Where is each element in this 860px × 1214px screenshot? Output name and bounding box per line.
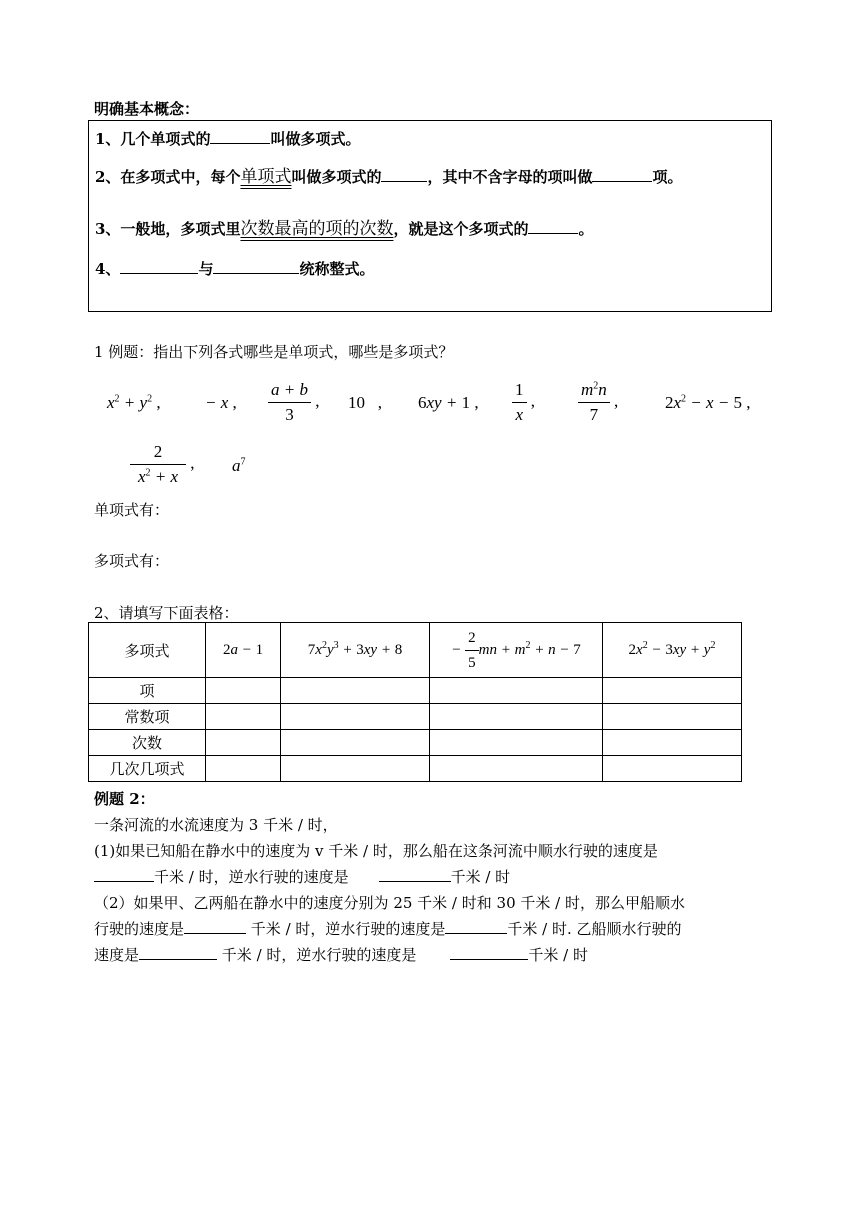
blank-boat-b-downstream[interactable] bbox=[139, 945, 217, 960]
table-cell[interactable] bbox=[430, 678, 603, 704]
concept-3-term: 次数最高的项的次数 bbox=[240, 219, 394, 239]
concept-1-blank[interactable] bbox=[210, 129, 270, 144]
expr-10: 10 , bbox=[348, 393, 382, 412]
example2-line-6-text-c: 千米 / 时 bbox=[528, 946, 588, 964]
table-cell[interactable] bbox=[206, 756, 281, 782]
poly-2x2-minus-3xy-plus-y2: $2x^2 - 3xy + y^2$ bbox=[603, 623, 742, 678]
poly-7x2y3-plus-3xy-plus-8: $7x^2y^3 + 3xy + 8$ bbox=[281, 623, 430, 678]
table-prompt: 2、请填写下面表格： bbox=[94, 604, 239, 622]
example2-line-3-text-b: 千米 / 时 bbox=[450, 868, 511, 886]
table-cell[interactable] bbox=[206, 704, 281, 730]
concept-2-text-d: 项。 bbox=[652, 168, 683, 186]
expr-2-over-x2-plus-x: $\frac{2}{x^2 + x}$ , bbox=[130, 442, 195, 487]
table-cell[interactable] bbox=[603, 730, 742, 756]
concept-4-text-b: 与 bbox=[198, 260, 214, 278]
table-header-polynomial: 多项式 bbox=[89, 623, 206, 678]
concept-3-text-c: 。 bbox=[578, 220, 594, 238]
concept-2-text-a: 2、在多项式中，每个 bbox=[95, 168, 241, 186]
concept-1-text-a: 1、几个单项式的 bbox=[95, 130, 211, 148]
blank-upstream-speed[interactable] bbox=[379, 867, 451, 882]
concept-4-text-c: 统称整式。 bbox=[299, 260, 375, 278]
concept-4-blank-2[interactable] bbox=[213, 259, 299, 274]
poly-2a-minus-1: 2a − 1 bbox=[206, 623, 281, 678]
concept-item-3 bbox=[95, 214, 593, 239]
example2-line-3-text-a: 千米 / 时，逆水行驶的速度是 bbox=[154, 868, 349, 886]
table-cell[interactable] bbox=[281, 756, 430, 782]
example2-heading: 例题 2： bbox=[94, 790, 155, 808]
concept-item-1 bbox=[95, 128, 360, 149]
concept-1-text-b: 叫做多项式。 bbox=[270, 130, 361, 148]
blank-boat-b-upstream[interactable] bbox=[450, 945, 528, 960]
table-cell[interactable] bbox=[430, 730, 603, 756]
table-cell[interactable] bbox=[281, 704, 430, 730]
table-cell[interactable] bbox=[206, 678, 281, 704]
row-header-degree: 次数 bbox=[89, 730, 206, 756]
concept-3-text-b: ，就是这个多项式的 bbox=[393, 220, 529, 238]
concept-item-4 bbox=[95, 258, 374, 279]
example2-line-5-text-b: 千米 / 时，逆水行驶的速度是 bbox=[250, 920, 446, 938]
concept-4-text-a: 4、 bbox=[95, 260, 121, 278]
example2-line-6-text-b: 千米 / 时，逆水行驶的速度是 bbox=[221, 946, 417, 964]
table-row bbox=[89, 756, 742, 782]
polynomial-label: 多项式有： bbox=[94, 552, 170, 570]
concept-3-blank[interactable] bbox=[528, 219, 578, 234]
blank-boat-a-upstream[interactable] bbox=[445, 919, 507, 934]
concepts-heading: 明确基本概念： bbox=[94, 100, 200, 118]
concept-2-text-c: ，其中不含字母的项叫做 bbox=[427, 168, 593, 186]
row-header-terms: 项 bbox=[89, 678, 206, 704]
table-row bbox=[89, 730, 742, 756]
table-row bbox=[89, 678, 742, 704]
expr-m2n-over-7: $\frac{m^2n}{7}$ , bbox=[578, 380, 618, 425]
example2-line-3 bbox=[94, 866, 510, 887]
example2-line-5-text-c: 千米 / 时. 乙船顺水行驶的 bbox=[507, 920, 682, 938]
example1-prompt: 1 例题：指出下列各式哪些是单项式，哪些是多项式？ bbox=[94, 343, 454, 361]
expr-2x2-minus-x-minus-5: $2x^2 - x - 5$ , bbox=[665, 393, 751, 412]
table-cell[interactable] bbox=[603, 756, 742, 782]
row-header-classification: 几次几项式 bbox=[89, 756, 206, 782]
blank-boat-a-downstream[interactable] bbox=[184, 919, 246, 934]
expr-6xy-plus-1: 6xy + 1 , bbox=[418, 393, 479, 412]
table-cell[interactable] bbox=[430, 756, 603, 782]
table-row-header bbox=[89, 623, 742, 678]
poly-neg-2-5-mn: − $\frac{2}{5}$ mn + $m^2 + n - 7$ bbox=[430, 623, 603, 678]
example2-line-2: (1)如果已知船在静水中的速度为 v 千米 / 时，那么船在这条河流中顺水行驶的速度是 bbox=[94, 842, 658, 860]
table-cell[interactable] bbox=[281, 678, 430, 704]
table-row bbox=[89, 704, 742, 730]
table-cell[interactable] bbox=[430, 704, 603, 730]
example2-line-6 bbox=[94, 944, 588, 965]
concept-2-blank-2[interactable] bbox=[592, 167, 652, 182]
expr-a-plus-b-over-3: $\frac{a + b}{3}$ , bbox=[268, 380, 319, 425]
expr-a7: $a^7$ bbox=[232, 456, 246, 475]
table-cell[interactable] bbox=[603, 704, 742, 730]
concept-item-2 bbox=[95, 162, 683, 187]
concept-2-term: 单项式 bbox=[240, 167, 292, 187]
example2-line-6-text-a: 速度是 bbox=[94, 946, 140, 964]
expr-1-over-x: $\frac{1}{x}$ , bbox=[512, 380, 535, 425]
expr-neg-x: − x , bbox=[205, 393, 237, 412]
concept-2-text-b: 叫做多项式的 bbox=[291, 168, 382, 186]
table-cell[interactable] bbox=[206, 730, 281, 756]
example2-line-5-text-a: 行驶的速度是 bbox=[94, 920, 185, 938]
polynomial-table bbox=[88, 622, 742, 782]
concept-4-blank-1[interactable] bbox=[120, 259, 198, 274]
expr-x2-plus-y2: $x^2 + y^2$ , bbox=[107, 393, 161, 412]
example2-line-4: （2）如果甲、乙两船在静水中的速度分别为 25 千米 / 时和 30 千米 / 时，那么甲船顺水 bbox=[94, 894, 685, 912]
example2-line-5 bbox=[94, 918, 682, 939]
table-cell[interactable] bbox=[281, 730, 430, 756]
concept-3-text-a: 3、一般地，多项式里 bbox=[95, 220, 241, 238]
example2-line-1: 一条河流的水流速度为 3 千米 / 时， bbox=[94, 816, 338, 834]
monomial-label: 单项式有： bbox=[94, 501, 170, 519]
table-cell[interactable] bbox=[603, 678, 742, 704]
concept-2-blank-1[interactable] bbox=[381, 167, 427, 182]
blank-downstream-speed[interactable] bbox=[94, 867, 154, 882]
row-header-constant-term: 常数项 bbox=[89, 704, 206, 730]
